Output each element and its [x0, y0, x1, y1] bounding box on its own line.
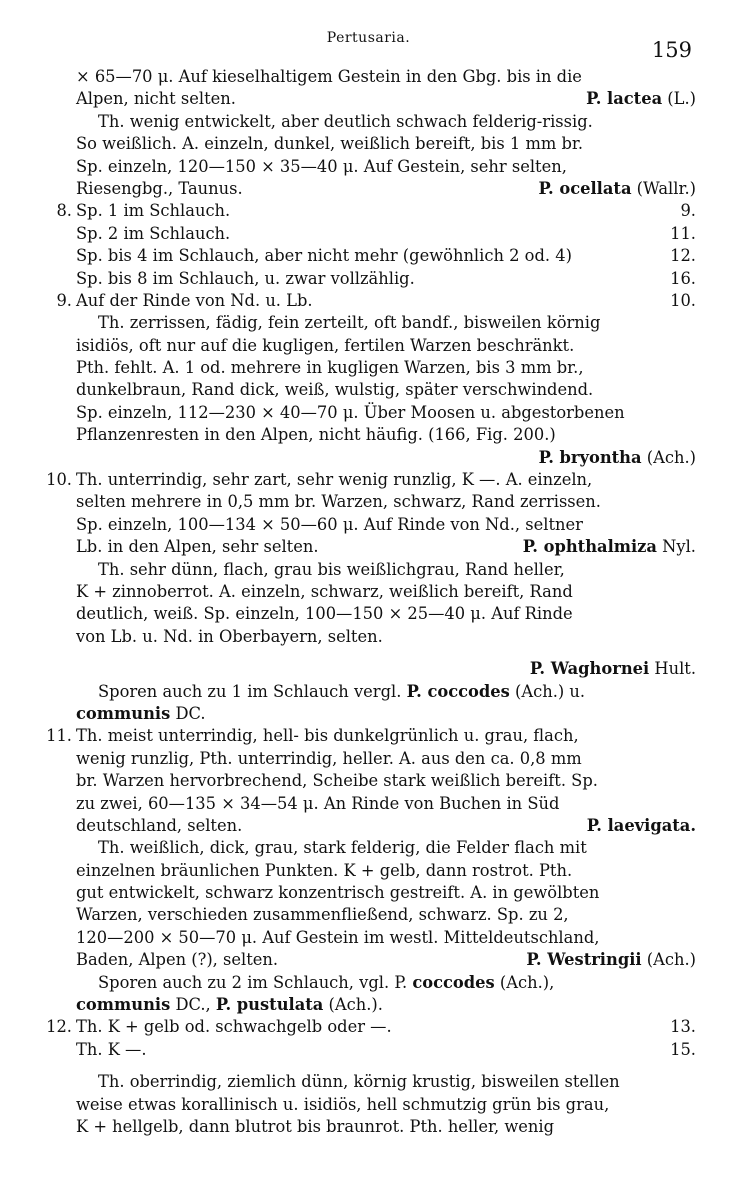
- text-line: [36, 1016, 696, 1038]
- line-text: Riesengbg., Taunus.: [76, 178, 243, 198]
- species-name: P. bryontha: [538, 447, 642, 467]
- text-line: [36, 681, 696, 703]
- text-line: [36, 88, 696, 110]
- text-line: [36, 972, 696, 994]
- key-reference: 9.: [680, 201, 696, 221]
- species-name: P. laevigata.: [586, 815, 696, 835]
- line-text: Sp. einzeln, 120—150 × 35—40 μ. Auf Gestein, sehr selten,: [76, 156, 567, 176]
- line-text: So weißlich. A. einzeln, dunkel, weißlich bereift, bis 1 mm br.: [76, 134, 584, 154]
- text-line: [36, 949, 696, 971]
- text-line: [36, 469, 696, 491]
- line-text: Sporen auch zu 1 im Schlauch vergl.: [98, 681, 407, 701]
- right-aligned-term: [526, 949, 696, 971]
- text-line: [36, 156, 696, 178]
- line-text: (Ach.),: [494, 972, 555, 992]
- line-text: von Lb. u. Nd. in Oberbayern, selten.: [76, 626, 383, 646]
- line-text: zu zwei, 60—135 × 34—54 μ. An Rinde von Buchen in Süd: [76, 793, 560, 813]
- line-text: Th. K —.: [76, 1039, 147, 1059]
- text-line: [36, 290, 696, 312]
- line-text: K + zinnoberrot. A. einzeln, schwarz, weißlich bereift, Rand: [76, 581, 573, 601]
- author-citation: (Ach.): [641, 950, 696, 970]
- text-line: [36, 111, 696, 133]
- text-line: [36, 815, 696, 837]
- line-text: Th. zerrissen, fädig, fein zerteilt, oft bandf., bisweilen körnig: [98, 313, 601, 333]
- right-aligned-term: [523, 536, 696, 558]
- author-citation: (Wallr.): [631, 178, 696, 198]
- key-number: 10.: [46, 470, 72, 490]
- key-number: 8.: [56, 201, 72, 221]
- text-line: [36, 1039, 696, 1061]
- text-line: [36, 994, 696, 1016]
- text-line: [36, 1071, 696, 1093]
- text-line: [36, 268, 696, 290]
- right-aligned-term: [538, 178, 696, 200]
- page-number: 159: [651, 38, 692, 62]
- text-line: [36, 379, 696, 401]
- line-text: Sp. bis 8 im Schlauch, u. zwar vollzählig.: [76, 268, 415, 288]
- text-line: [36, 770, 696, 792]
- line-text: Th. K + gelb od. schwachgelb oder —.: [76, 1017, 392, 1037]
- line-text: (Ach.) u.: [509, 681, 586, 701]
- line-text: dunkelbraun, Rand dick, weiß, wulstig, später verschwindend.: [76, 380, 594, 400]
- text-line: [36, 1116, 696, 1138]
- text-line: [36, 927, 696, 949]
- line-text: Sp. 2 im Schlauch.: [76, 223, 231, 243]
- right-aligned-term: [670, 223, 696, 245]
- text-line: [36, 725, 696, 747]
- right-aligned-term: [670, 245, 696, 267]
- right-aligned-term: [539, 447, 696, 469]
- line-text: 120—200 × 50—70 μ. Auf Gestein im westl. Mitteldeutschland,: [76, 927, 600, 947]
- bold-term: P. pustulata: [215, 995, 324, 1015]
- bold-term: coccodes: [412, 972, 495, 992]
- line-text: Pflanzenresten in den Alpen, nicht häufig. (166, Fig. 200.): [76, 425, 556, 445]
- text-line: [36, 860, 696, 882]
- line-text: br. Warzen hervorbrechend, Scheibe stark weißlich bereift. Sp.: [76, 771, 598, 791]
- line-text: × 65—70 μ. Auf kieselhaltigem Gestein in den Gbg. bis in die: [76, 67, 582, 86]
- text-line: [36, 245, 696, 267]
- text-line: [36, 357, 696, 379]
- species-name: P. Waghornei: [529, 659, 650, 679]
- right-aligned-term: [530, 658, 696, 680]
- line-text: isidiös, oft nur auf die kugligen, fertilen Warzen beschränkt.: [76, 335, 575, 355]
- species-name: P. ophthalmiza: [522, 537, 657, 557]
- text-line: [36, 178, 696, 200]
- key-reference: 16.: [670, 268, 696, 288]
- text-line: [36, 514, 696, 536]
- key-number: 11.: [46, 726, 72, 746]
- line-text: Th. oberrindig, ziemlich dünn, körnig krustig, bisweilen stellen: [98, 1072, 620, 1092]
- line-text: weise etwas korallinisch u. isidiös, hell schmutzig grün bis grau,: [76, 1094, 610, 1114]
- text-line: [36, 658, 696, 680]
- text-line: [36, 793, 696, 815]
- author-citation: Nyl.: [656, 537, 696, 557]
- line-text: einzelnen bräunlichen Punkten. K + gelb, dann rostrot. Pth.: [76, 860, 573, 880]
- key-number: 12.: [46, 1017, 72, 1037]
- text-line: [36, 402, 696, 424]
- line-text: Th. wenig entwickelt, aber deutlich schwach felderig-rissig.: [98, 111, 593, 131]
- line-text: DC.: [170, 703, 206, 723]
- text-line: [36, 200, 696, 222]
- line-text: Sporen auch zu 2 im Schlauch, vgl. P.: [98, 972, 413, 992]
- key-reference: 15.: [670, 1039, 696, 1059]
- line-text: Th. sehr dünn, flach, grau bis weißlichgrau, Rand heller,: [98, 559, 565, 579]
- text-line: [36, 424, 696, 446]
- author-citation: Hult.: [649, 659, 696, 679]
- line-text: (Ach.).: [323, 995, 383, 1015]
- text-line: [36, 559, 696, 581]
- line-text: Alpen, nicht selten.: [76, 89, 236, 109]
- running-title: Pertusaria.: [326, 30, 411, 46]
- bold-term: communis: [76, 995, 171, 1015]
- right-aligned-term: [670, 290, 696, 312]
- author-citation: (Ach.): [641, 447, 696, 467]
- line-text: Th. weißlich, dick, grau, stark felderig, die Felder flach mit: [98, 838, 587, 858]
- text-line: [36, 536, 696, 558]
- line-text: Sp. einzeln, 112—230 × 40—70 μ. Über Moosen u. abgestorbenen: [76, 402, 625, 422]
- key-reference: 11.: [670, 223, 696, 243]
- line-text: Sp. 1 im Schlauch.: [76, 201, 231, 221]
- line-text: Th. meist unterrindig, hell- bis dunkelgrünlich u. grau, flach,: [76, 726, 579, 746]
- right-aligned-term: [587, 815, 696, 837]
- text-line: [36, 335, 696, 357]
- key-reference: 13.: [670, 1017, 696, 1037]
- line-text: selten mehrere in 0,5 mm br. Warzen, schwarz, Rand zerrissen.: [76, 492, 601, 512]
- page-body: [36, 66, 696, 1138]
- text-line: [36, 882, 696, 904]
- species-name: P. ocellata: [538, 178, 632, 198]
- line-text: Pth. fehlt. A. 1 od. mehrere in kugligen Warzen, bis 3 mm br.,: [76, 358, 584, 378]
- right-aligned-term: [680, 200, 696, 222]
- right-aligned-term: [670, 1039, 696, 1061]
- species-name: P. lactea: [586, 89, 663, 109]
- line-text: DC.,: [170, 995, 216, 1015]
- line-text: Auf der Rinde von Nd. u. Lb.: [76, 290, 313, 310]
- text-line: [36, 904, 696, 926]
- text-line: [36, 748, 696, 770]
- text-line: [36, 491, 696, 513]
- text-line: [36, 223, 696, 245]
- text-line: [36, 626, 696, 648]
- text-line: [36, 837, 696, 859]
- line-text: deutlich, weiß. Sp. einzeln, 100—150 × 25—40 μ. Auf Rinde: [76, 604, 573, 624]
- bold-term: communis: [76, 703, 171, 723]
- line-text: Warzen, verschieden zusammenfließend, schwarz. Sp. zu 2,: [76, 905, 569, 925]
- right-aligned-term: [670, 268, 696, 290]
- text-line: [36, 133, 696, 155]
- line-text: Sp. einzeln, 100—134 × 50—60 μ. Auf Rinde von Nd., seltner: [76, 514, 583, 534]
- right-aligned-term: [670, 1016, 696, 1038]
- right-aligned-term: [586, 88, 696, 110]
- line-text: Baden, Alpen (?), selten.: [76, 950, 279, 970]
- key-reference: 10.: [670, 290, 696, 310]
- bold-term: P. coccodes: [406, 681, 510, 701]
- key-reference: 12.: [670, 246, 696, 266]
- species-name: P. Westringii: [526, 950, 642, 970]
- text-line: [36, 581, 696, 603]
- line-text: gut entwickelt, schwarz konzentrisch gestreift. A. in gewölbten: [76, 883, 600, 903]
- line-text: Lb. in den Alpen, sehr selten.: [76, 537, 319, 557]
- text-line: [36, 447, 696, 469]
- key-number: 9.: [56, 290, 72, 310]
- author-citation: (L.): [662, 89, 696, 109]
- text-line: [36, 603, 696, 625]
- text-line: [36, 312, 696, 334]
- text-line: [36, 1094, 696, 1116]
- line-text: Sp. bis 4 im Schlauch, aber nicht mehr (gewöhnlich 2 od. 4): [76, 246, 572, 266]
- line-text: Th. unterrindig, sehr zart, sehr wenig runzlig, K —. A. einzeln,: [76, 470, 593, 490]
- line-text: wenig runzlig, Pth. unterrindig, heller. A. aus den ca. 0,8 mm: [76, 748, 582, 768]
- line-text: deutschland, selten.: [76, 815, 243, 835]
- text-line: [36, 703, 696, 725]
- line-text: K + hellgelb, dann blutrot bis braunrot. Pth. heller, wenig: [76, 1116, 555, 1136]
- text-line: [36, 66, 696, 88]
